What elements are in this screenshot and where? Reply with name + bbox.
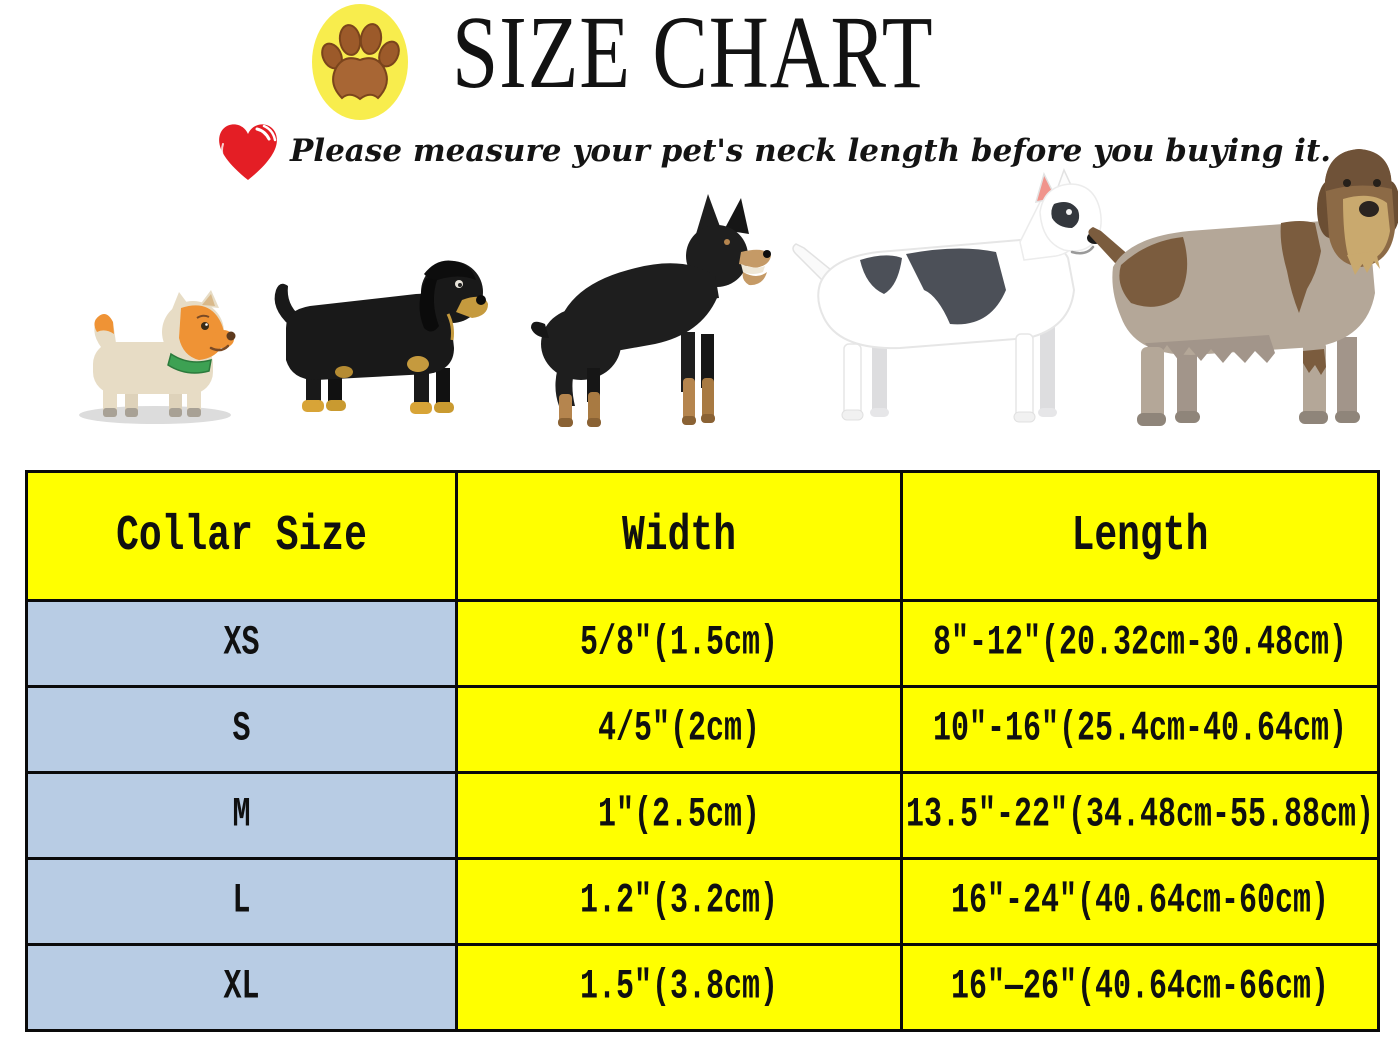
size-table	[25, 470, 1380, 1032]
size-cell: XL	[27, 945, 457, 1031]
length-cell: 10"-16"(25.4cm-40.64cm)	[902, 687, 1379, 773]
table-row-s	[27, 687, 1379, 773]
page-title: SIZE CHART	[452, 0, 934, 110]
table-row-xs	[27, 601, 1379, 687]
paw-print-icon	[310, 2, 410, 122]
table-row-l	[27, 859, 1379, 945]
width-cell: 4/5"(2cm)	[457, 687, 902, 773]
dog-illustration-terrier-xs	[75, 290, 240, 425]
width-cell: 1"(2.5cm)	[457, 773, 902, 859]
heart-icon	[213, 118, 283, 184]
table-row-m	[27, 773, 1379, 859]
column-header-width: Width	[457, 472, 902, 601]
table-row-xl	[27, 945, 1379, 1031]
dog-illustration-griffon-xl	[1085, 143, 1398, 438]
column-header-collar-size: Collar Size	[27, 472, 457, 601]
width-cell: 1.2"(3.2cm)	[457, 859, 902, 945]
size-cell: L	[27, 859, 457, 945]
length-cell: 8"-12"(20.32cm-30.48cm)	[902, 601, 1379, 687]
width-cell: 1.5"(3.8cm)	[457, 945, 902, 1031]
size-cell: S	[27, 687, 457, 773]
table-header-row	[27, 472, 1379, 601]
measure-note: Please measure your pet's neck length before you buying it.	[290, 133, 1332, 169]
length-cell: 13.5"-22"(34.48cm-55.88cm)	[902, 773, 1379, 859]
length-cell: 16"—26"(40.64cm-66cm)	[902, 945, 1379, 1031]
length-cell: 16"-24"(40.64cm-60cm)	[902, 859, 1379, 945]
width-cell: 5/8"(1.5cm)	[457, 601, 902, 687]
dog-illustration-doberman-m	[503, 192, 775, 432]
size-cell: M	[27, 773, 457, 859]
dog-illustration-dachshund-s	[266, 248, 488, 423]
size-cell: XS	[27, 601, 457, 687]
dog-illustration-bull-terrier-l	[788, 168, 1113, 433]
column-header-length: Length	[902, 472, 1379, 601]
